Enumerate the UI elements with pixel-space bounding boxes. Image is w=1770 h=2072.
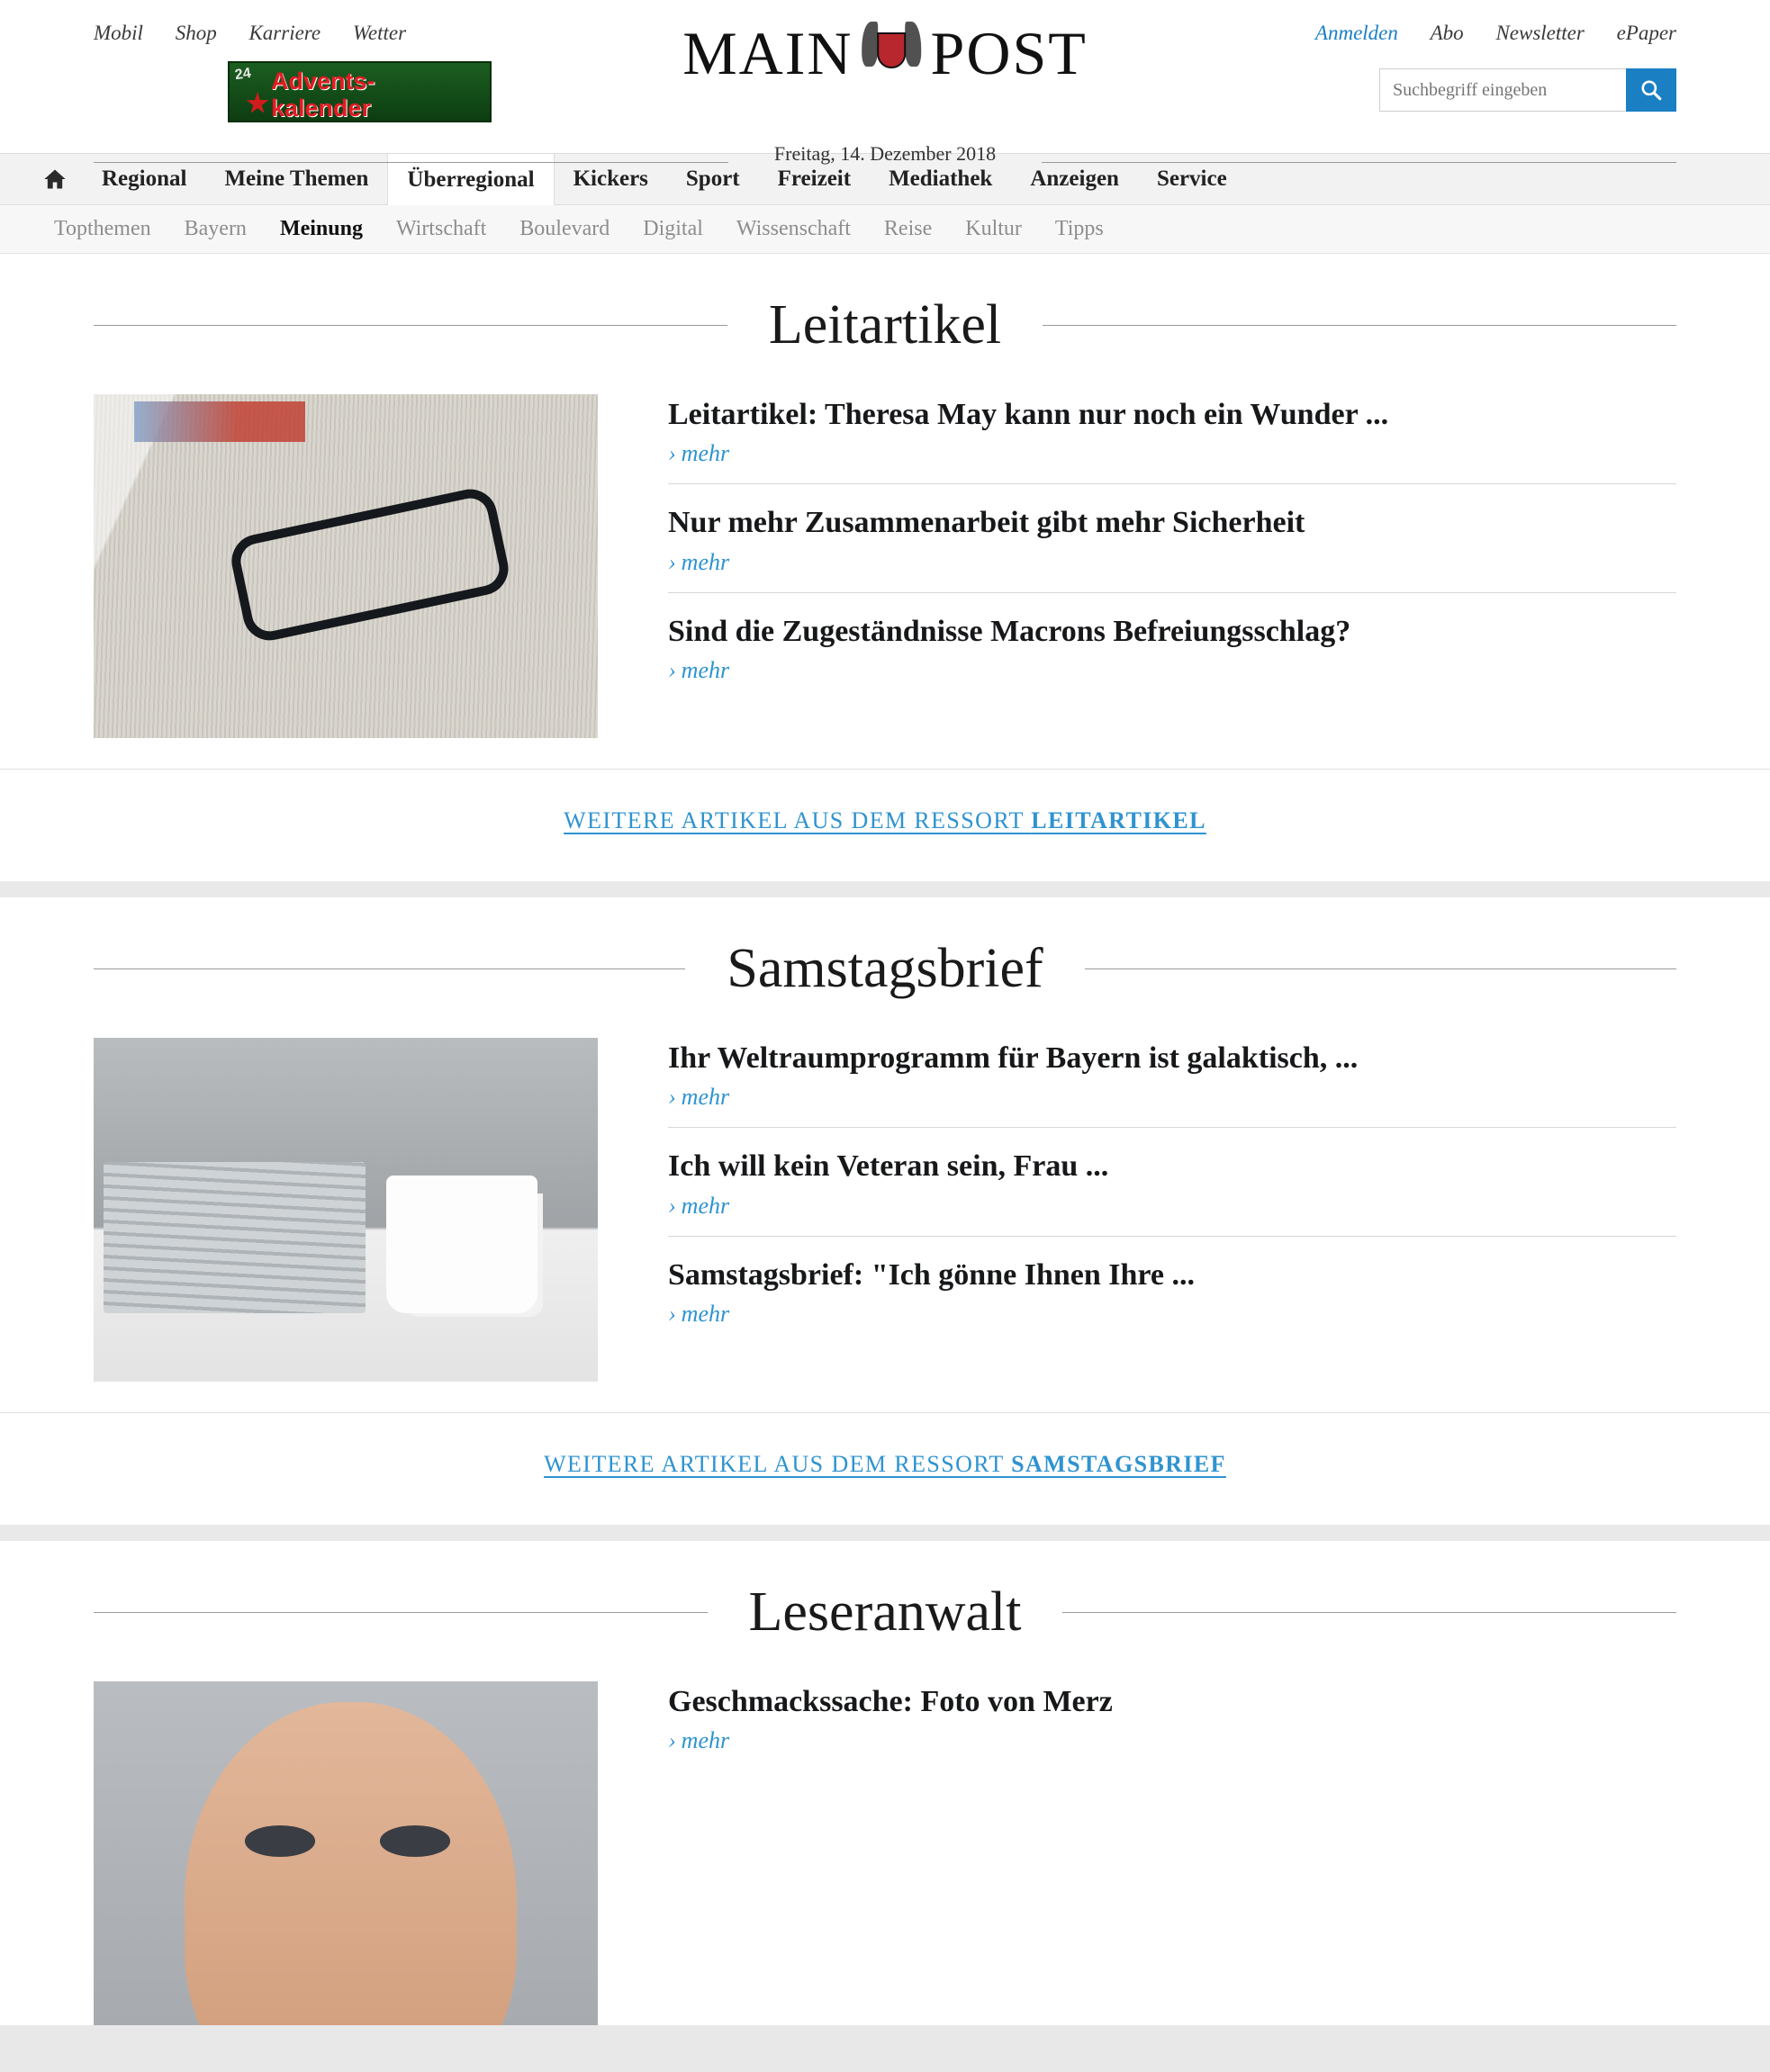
- section-header: [0, 897, 1770, 999]
- utility-nav-right: [1288, 22, 1676, 45]
- section-title: Leitartikel: [768, 294, 1002, 356]
- utility-link-abo[interactable]: Abo: [1430, 22, 1464, 44]
- sub-navigation: [0, 205, 1770, 254]
- section-leitartikel: [0, 254, 1770, 881]
- advent-label: Advents- kalender: [271, 68, 375, 122]
- article-list: [668, 1681, 1676, 2025]
- search-icon: [1639, 78, 1663, 102]
- section-image[interactable]: [94, 1681, 598, 2025]
- section-footer: [0, 769, 1770, 881]
- subnav-item-wirtschaft[interactable]: Wirtschaft: [395, 217, 487, 240]
- article-more-link[interactable]: › mehr: [668, 1192, 730, 1219]
- utility-link-mobil[interactable]: Mobil: [94, 22, 143, 44]
- article-headline[interactable]: Nur mehr Zusammenarbeit gibt mehr Sicherheit: [668, 506, 1305, 540]
- article-more-link[interactable]: › mehr: [668, 548, 730, 575]
- list-item[interactable]: [668, 1148, 1676, 1236]
- advent-number: 24: [233, 65, 252, 84]
- search-form: [1379, 68, 1676, 112]
- home-icon: [41, 167, 68, 192]
- utility-link-karriere[interactable]: Karriere: [248, 22, 321, 44]
- search-button[interactable]: [1626, 68, 1676, 112]
- star-icon: [246, 92, 269, 115]
- section-body: [0, 1640, 1770, 2025]
- site-logo[interactable]: [682, 16, 1088, 90]
- section-image[interactable]: [94, 1038, 598, 1382]
- utility-link-epaper[interactable]: ePaper: [1616, 22, 1676, 44]
- subnav-item-bayern[interactable]: Bayern: [184, 217, 247, 240]
- section-image[interactable]: [94, 394, 598, 738]
- section-rule-right: [1043, 325, 1676, 326]
- article-more-link[interactable]: › mehr: [668, 440, 730, 467]
- subnav-item-wissenschaft[interactable]: Wissenschaft: [736, 217, 851, 240]
- article-headline[interactable]: Ich will kein Veteran sein, Frau ...: [668, 1149, 1109, 1184]
- list-item[interactable]: [668, 1040, 1676, 1128]
- chevron-right-icon: ›: [668, 1084, 676, 1111]
- article-headline[interactable]: Ihr Weltraumprogramm für Bayern ist galaktisch, ...: [668, 1041, 1359, 1075]
- section-footer: [0, 1412, 1770, 1525]
- section-title: Leseranwalt: [748, 1581, 1022, 1643]
- section-rule-right: [1085, 968, 1676, 969]
- list-item[interactable]: [668, 1683, 1676, 1770]
- section-header: [0, 254, 1770, 356]
- section-header: [0, 1541, 1770, 1643]
- nav-item-sport[interactable]: Sport: [685, 167, 740, 191]
- list-item[interactable]: [668, 613, 1676, 700]
- utility-link-wetter[interactable]: Wetter: [352, 22, 407, 44]
- subnav-item-boulevard[interactable]: Boulevard: [519, 217, 610, 240]
- subnav-item-tipps[interactable]: Tipps: [1054, 217, 1104, 240]
- chevron-right-icon: ›: [668, 548, 676, 575]
- utility-link-shop[interactable]: Shop: [175, 22, 217, 44]
- main-content: [0, 254, 1770, 2025]
- article-more-link[interactable]: › mehr: [668, 1301, 730, 1328]
- nav-item-meine-themen[interactable]: Meine Themen: [224, 167, 369, 191]
- article-list: [668, 1038, 1676, 1382]
- chevron-right-icon: ›: [668, 440, 676, 467]
- subnav-item-reise[interactable]: Reise: [883, 217, 933, 240]
- logo-word-post: POST: [930, 18, 1088, 87]
- article-headline[interactable]: Samstagsbrief: "Ich gönne Ihnen Ihre ...: [668, 1257, 1195, 1292]
- site-header: [0, 0, 1770, 165]
- nav-item-service[interactable]: Service: [1156, 167, 1227, 191]
- nav-item-mediathek[interactable]: Mediathek: [889, 167, 993, 191]
- article-more-link[interactable]: › mehr: [668, 1727, 730, 1754]
- section-rule-left: [94, 968, 685, 969]
- list-item[interactable]: [668, 396, 1676, 484]
- article-more-link[interactable]: › mehr: [668, 657, 730, 684]
- section-leseranwalt: [0, 1541, 1770, 2025]
- nav-item-regional[interactable]: Regional: [102, 167, 187, 191]
- current-date: Freitag, 14. Dezember 2018: [773, 142, 997, 165]
- section-body: [0, 353, 1770, 738]
- utility-nav-left: [94, 22, 433, 45]
- nav-item-ueberregional[interactable]: Überregional: [387, 153, 554, 205]
- chevron-right-icon: ›: [668, 657, 676, 684]
- utility-link-newsletter[interactable]: Newsletter: [1495, 22, 1585, 44]
- section-rule-right: [1062, 1612, 1676, 1613]
- crest-icon: [862, 16, 922, 90]
- article-list: [668, 394, 1676, 738]
- subnav-item-meinung[interactable]: Meinung: [279, 217, 363, 240]
- section-body: [0, 996, 1770, 1382]
- logo-word-main: MAIN: [682, 18, 853, 87]
- list-item[interactable]: [668, 1257, 1676, 1344]
- chevron-right-icon: ›: [668, 1727, 676, 1754]
- adventskalender-banner[interactable]: [228, 61, 492, 122]
- subnav-item-kultur[interactable]: Kultur: [965, 217, 1022, 240]
- article-headline[interactable]: Geschmackssache: Foto von Merz: [668, 1685, 1113, 1718]
- subnav-item-digital[interactable]: Digital: [643, 217, 703, 240]
- more-articles-link[interactable]: WEITERE ARTIKEL AUS DEM RESSORT SAMSTAGSBRIEF: [544, 1451, 1226, 1477]
- article-headline[interactable]: Sind die Zugeständnisse Macrons Befreiungsschlag?: [668, 614, 1351, 648]
- chevron-right-icon: ›: [668, 1192, 676, 1219]
- nav-item-freizeit[interactable]: Freizeit: [777, 167, 852, 191]
- section-rule-left: [94, 1612, 708, 1613]
- chevron-right-icon: ›: [668, 1301, 676, 1328]
- section-rule-left: [94, 325, 727, 326]
- utility-link-anmelden[interactable]: Anmelden: [1314, 22, 1398, 44]
- nav-item-anzeigen[interactable]: Anzeigen: [1030, 167, 1119, 191]
- section-title: Samstagsbrief: [727, 938, 1043, 999]
- article-headline[interactable]: Leitartikel: Theresa May kann nur noch ein Wunder ...: [668, 398, 1389, 431]
- search-input[interactable]: [1379, 68, 1626, 112]
- list-item[interactable]: [668, 504, 1676, 592]
- section-samstagsbrief: [0, 897, 1770, 1525]
- more-articles-link[interactable]: WEITERE ARTIKEL AUS DEM RESSORT LEITARTIKEL: [564, 807, 1206, 833]
- subnav-item-topthemen[interactable]: Topthemen: [54, 217, 151, 240]
- nav-item-kickers[interactable]: Kickers: [573, 167, 648, 191]
- article-more-link[interactable]: › mehr: [668, 1084, 730, 1111]
